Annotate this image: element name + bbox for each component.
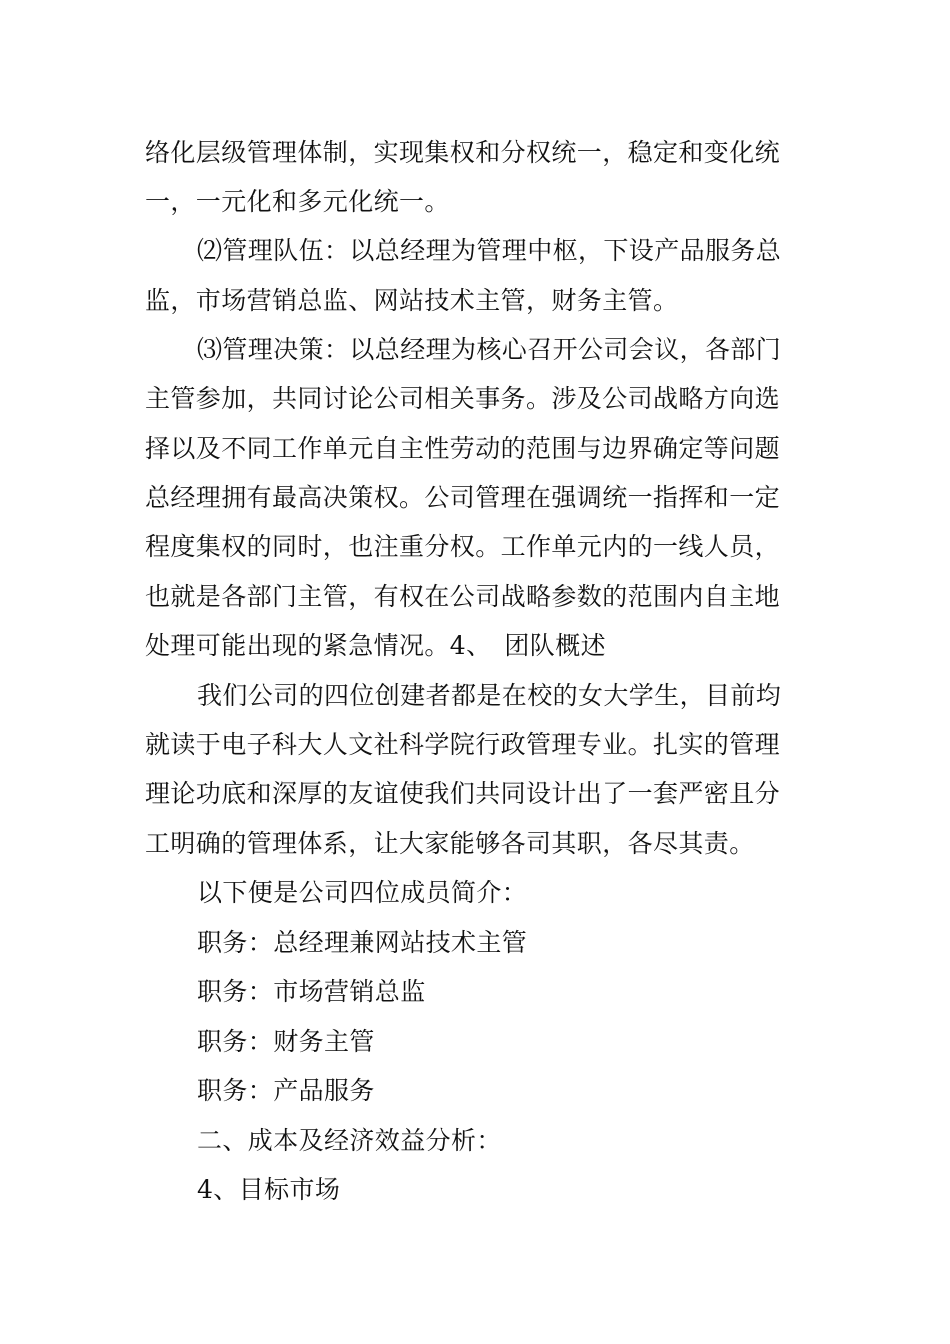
member-role: 职务：产品服务 bbox=[197, 1076, 375, 1105]
list-item-management-decision: ⑶管理决策：以总经理为核心召开公司会议，各部门 bbox=[197, 335, 782, 364]
member-role: 职务：财务主管 bbox=[197, 1027, 375, 1056]
body-text-line: 络化层级管理体制，实现集权和分权统一，稳定和变化统 bbox=[145, 138, 781, 167]
section-heading-cost-analysis: 二、成本及经济效益分析： bbox=[197, 1126, 502, 1155]
body-text-line: 工明确的管理体系，让大家能够各司其职，各尽其责。 bbox=[145, 829, 755, 858]
body-text-line: 总经理拥有最高决策权。公司管理在强调统一指挥和一定 bbox=[145, 483, 781, 512]
body-text-line: 处理可能出现的紧急情况。4、 团队概述 bbox=[145, 631, 607, 660]
body-text-line: 主管参加，共同讨论公司相关事务。涉及公司战略方向选 bbox=[145, 384, 781, 413]
body-text-line: 也就是各部门主管，有权在公司战略参数的范围内自主地 bbox=[145, 582, 781, 611]
body-text-line: 理论功底和深厚的友谊使我们共同设计出了一套严密且分 bbox=[145, 779, 781, 808]
section-heading-target-market: 4、目标市场 bbox=[197, 1175, 341, 1204]
member-role: 职务：总经理兼网站技术主管 bbox=[197, 928, 528, 957]
body-text-line: 程度集权的同时，也注重分权。工作单元内的一线人员， bbox=[145, 532, 781, 561]
member-role: 职务：市场营销总监 bbox=[197, 977, 426, 1006]
body-text-line: 监，市场营销总监、网站技术主管，财务主管。 bbox=[145, 286, 679, 315]
body-text-line: 择以及不同工作单元自主性劳动的范围与边界确定等问题 bbox=[145, 434, 781, 463]
list-item-management-team: ⑵管理队伍：以总经理为管理中枢，下设产品服务总 bbox=[197, 236, 782, 265]
paragraph-team-overview: 我们公司的四位创建者都是在校的女大学生，目前均 bbox=[197, 681, 782, 710]
body-text-line: 一，一元化和多元化统一。 bbox=[145, 187, 450, 216]
body-text-line: 就读于电子科大人文社科学院行政管理专业。扎实的管理 bbox=[145, 730, 781, 759]
members-intro: 以下便是公司四位成员简介： bbox=[197, 878, 528, 907]
